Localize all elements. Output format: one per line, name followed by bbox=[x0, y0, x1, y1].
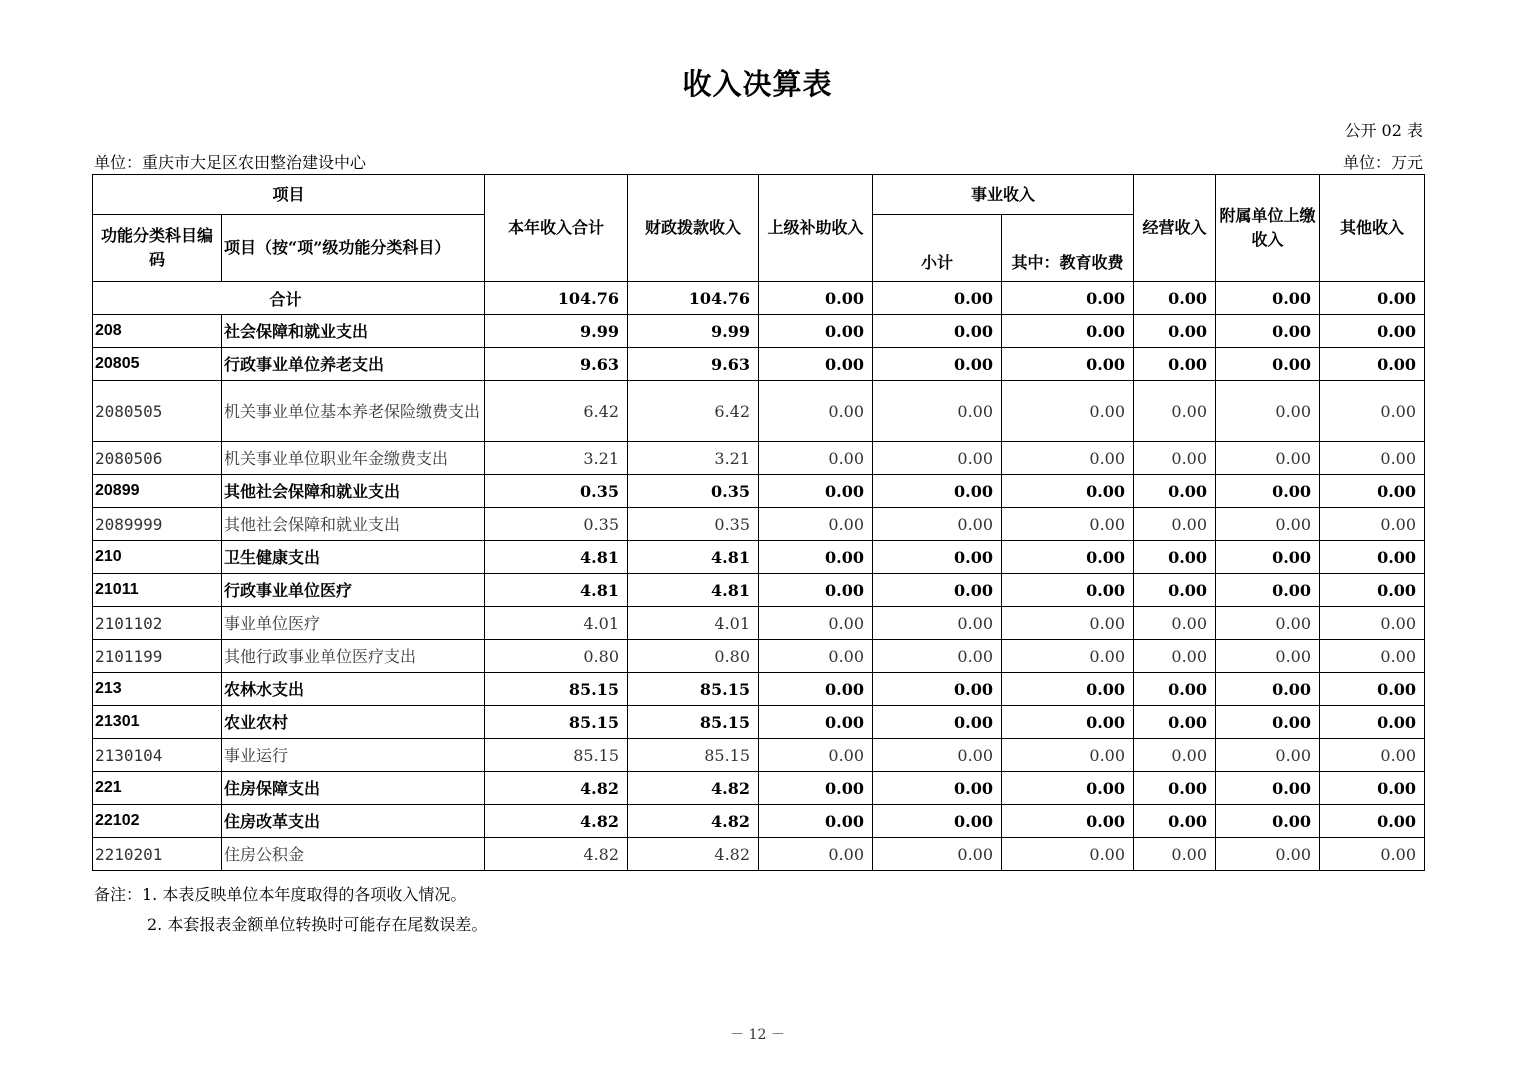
table-row bbox=[93, 640, 1425, 673]
row-code: 221 bbox=[93, 772, 222, 805]
total-value: 104.76 bbox=[628, 282, 759, 315]
row-code: 210 bbox=[93, 541, 222, 574]
row-value: 0.00 bbox=[1002, 706, 1134, 739]
row-value: 4.82 bbox=[485, 838, 628, 871]
header-business: 事业收入 bbox=[873, 175, 1134, 215]
total-value: 0.00 bbox=[1134, 282, 1216, 315]
header-func-code: 功能分类科目编码 bbox=[93, 215, 222, 282]
row-code: 22102 bbox=[93, 805, 222, 838]
row-value: 0.00 bbox=[1320, 508, 1425, 541]
table-row bbox=[93, 541, 1425, 574]
row-code: 21301 bbox=[93, 706, 222, 739]
row-value: 0.00 bbox=[1320, 673, 1425, 706]
row-value: 0.00 bbox=[1134, 706, 1216, 739]
row-name: 住房改革支出 bbox=[222, 805, 485, 838]
row-value: 0.00 bbox=[873, 442, 1002, 475]
table-row bbox=[93, 739, 1425, 772]
row-value: 0.00 bbox=[1216, 640, 1320, 673]
row-value: 0.80 bbox=[628, 640, 759, 673]
reporting-unit: 单位：重庆市大足区农田整治建设中心 bbox=[94, 153, 367, 172]
row-value: 0.00 bbox=[1002, 673, 1134, 706]
row-value: 0.00 bbox=[873, 838, 1002, 871]
row-value: 0.00 bbox=[1320, 315, 1425, 348]
row-value: 0.00 bbox=[1320, 838, 1425, 871]
row-value: 85.15 bbox=[628, 706, 759, 739]
table-row bbox=[93, 348, 1425, 381]
table-row bbox=[93, 706, 1425, 739]
row-value: 0.35 bbox=[628, 475, 759, 508]
row-value: 0.00 bbox=[1134, 772, 1216, 805]
header-affiliated: 附属单位上缴收入 bbox=[1216, 175, 1320, 282]
row-value: 0.00 bbox=[1320, 739, 1425, 772]
row-value: 0.00 bbox=[1216, 607, 1320, 640]
row-value: 4.82 bbox=[628, 772, 759, 805]
row-value: 9.63 bbox=[485, 348, 628, 381]
row-value: 0.00 bbox=[1216, 508, 1320, 541]
row-value: 0.00 bbox=[759, 348, 873, 381]
row-value: 0.35 bbox=[485, 508, 628, 541]
row-value: 0.00 bbox=[1134, 381, 1216, 442]
row-name: 住房公积金 bbox=[222, 838, 485, 871]
row-value: 0.00 bbox=[1216, 348, 1320, 381]
row-value: 0.00 bbox=[1134, 805, 1216, 838]
row-value: 0.00 bbox=[1216, 574, 1320, 607]
header-operating: 经营收入 bbox=[1134, 175, 1216, 282]
table-row bbox=[93, 508, 1425, 541]
form-number: 公开 02 表 bbox=[1344, 121, 1423, 140]
row-value: 0.00 bbox=[1134, 838, 1216, 871]
row-name: 住房保障支出 bbox=[222, 772, 485, 805]
row-value: 0.00 bbox=[1002, 640, 1134, 673]
row-code: 20805 bbox=[93, 348, 222, 381]
row-value: 9.63 bbox=[628, 348, 759, 381]
table-row bbox=[93, 772, 1425, 805]
row-code: 2101102 bbox=[93, 607, 222, 640]
row-value: 0.00 bbox=[1216, 442, 1320, 475]
row-value: 4.82 bbox=[485, 805, 628, 838]
row-value: 3.21 bbox=[628, 442, 759, 475]
row-value: 6.42 bbox=[485, 381, 628, 442]
row-value: 0.00 bbox=[1002, 475, 1134, 508]
total-value: 0.00 bbox=[1216, 282, 1320, 315]
row-value: 0.00 bbox=[873, 739, 1002, 772]
row-name: 农林水支出 bbox=[222, 673, 485, 706]
row-value: 0.00 bbox=[873, 541, 1002, 574]
table-row bbox=[93, 607, 1425, 640]
row-value: 0.00 bbox=[1002, 607, 1134, 640]
row-name: 农业农村 bbox=[222, 706, 485, 739]
row-value: 0.00 bbox=[1002, 508, 1134, 541]
row-value: 0.00 bbox=[1320, 574, 1425, 607]
row-value: 0.00 bbox=[1320, 772, 1425, 805]
total-value: 0.00 bbox=[759, 282, 873, 315]
row-value: 85.15 bbox=[628, 673, 759, 706]
row-value: 0.00 bbox=[873, 772, 1002, 805]
row-code: 2080505 bbox=[93, 381, 222, 442]
total-value: 0.00 bbox=[1320, 282, 1425, 315]
row-value: 9.99 bbox=[628, 315, 759, 348]
row-value: 4.82 bbox=[628, 805, 759, 838]
row-value: 0.00 bbox=[759, 772, 873, 805]
row-value: 0.80 bbox=[485, 640, 628, 673]
row-value: 0.00 bbox=[1216, 805, 1320, 838]
row-value: 0.00 bbox=[1320, 541, 1425, 574]
row-value: 0.00 bbox=[1216, 673, 1320, 706]
row-value: 0.00 bbox=[1134, 541, 1216, 574]
row-value: 0.00 bbox=[1216, 475, 1320, 508]
row-value: 0.00 bbox=[873, 315, 1002, 348]
page-number: － 12 － bbox=[730, 1027, 785, 1043]
row-value: 0.00 bbox=[873, 574, 1002, 607]
row-value: 4.81 bbox=[485, 541, 628, 574]
row-value: 0.00 bbox=[1002, 348, 1134, 381]
row-value: 0.00 bbox=[1134, 640, 1216, 673]
row-value: 0.00 bbox=[1216, 381, 1320, 442]
row-value: 0.00 bbox=[759, 607, 873, 640]
row-value: 0.00 bbox=[1320, 442, 1425, 475]
row-value: 0.00 bbox=[759, 739, 873, 772]
row-value: 0.00 bbox=[1216, 772, 1320, 805]
currency-unit: 单位：万元 bbox=[1342, 153, 1423, 172]
table-row bbox=[93, 805, 1425, 838]
row-name: 其他社会保障和就业支出 bbox=[222, 508, 485, 541]
row-value: 0.00 bbox=[1320, 706, 1425, 739]
table-row bbox=[93, 838, 1425, 871]
row-value: 0.35 bbox=[485, 475, 628, 508]
row-value: 85.15 bbox=[485, 673, 628, 706]
row-value: 0.00 bbox=[1216, 739, 1320, 772]
row-value: 0.00 bbox=[873, 508, 1002, 541]
row-code: 213 bbox=[93, 673, 222, 706]
total-value: 0.00 bbox=[873, 282, 1002, 315]
row-value: 0.00 bbox=[759, 805, 873, 838]
row-value: 0.00 bbox=[873, 348, 1002, 381]
row-name: 卫生健康支出 bbox=[222, 541, 485, 574]
row-value: 0.00 bbox=[1134, 442, 1216, 475]
row-code: 2210201 bbox=[93, 838, 222, 871]
row-value: 0.00 bbox=[1002, 772, 1134, 805]
row-value: 0.00 bbox=[1002, 739, 1134, 772]
row-name: 其他社会保障和就业支出 bbox=[222, 475, 485, 508]
header-fiscal: 财政拨款收入 bbox=[628, 175, 759, 282]
row-value: 4.82 bbox=[485, 772, 628, 805]
row-value: 0.00 bbox=[1320, 607, 1425, 640]
row-value: 0.00 bbox=[1002, 442, 1134, 475]
row-value: 0.00 bbox=[1216, 541, 1320, 574]
row-code: 2130104 bbox=[93, 739, 222, 772]
row-value: 4.81 bbox=[628, 541, 759, 574]
row-value: 0.00 bbox=[873, 640, 1002, 673]
row-value: 0.00 bbox=[1002, 574, 1134, 607]
row-name: 行政事业单位养老支出 bbox=[222, 348, 485, 381]
row-name: 事业运行 bbox=[222, 739, 485, 772]
row-value: 0.00 bbox=[1216, 706, 1320, 739]
header-superior: 上级补助收入 bbox=[759, 175, 873, 282]
row-value: 0.00 bbox=[759, 673, 873, 706]
row-value: 0.00 bbox=[873, 706, 1002, 739]
row-value: 0.35 bbox=[628, 508, 759, 541]
header-subtotal: 小计 bbox=[873, 215, 1002, 282]
row-value: 0.00 bbox=[1320, 805, 1425, 838]
row-value: 6.42 bbox=[628, 381, 759, 442]
table-row bbox=[93, 574, 1425, 607]
row-value: 0.00 bbox=[1002, 541, 1134, 574]
row-name: 机关事业单位职业年金缴费支出 bbox=[222, 442, 485, 475]
row-value: 0.00 bbox=[1134, 508, 1216, 541]
row-value: 0.00 bbox=[1134, 475, 1216, 508]
row-value: 0.00 bbox=[1002, 838, 1134, 871]
row-value: 0.00 bbox=[759, 381, 873, 442]
row-value: 0.00 bbox=[873, 607, 1002, 640]
note-1: 备注：1. 本表反映单位本年度取得的各项收入情况。 bbox=[94, 885, 467, 904]
row-value: 0.00 bbox=[1320, 381, 1425, 442]
table-row bbox=[93, 315, 1425, 348]
row-value: 0.00 bbox=[1002, 315, 1134, 348]
row-value: 0.00 bbox=[873, 673, 1002, 706]
total-value: 104.76 bbox=[485, 282, 628, 315]
table-row bbox=[93, 442, 1425, 475]
row-value: 0.00 bbox=[759, 574, 873, 607]
row-value: 0.00 bbox=[1216, 315, 1320, 348]
row-value: 0.00 bbox=[873, 805, 1002, 838]
total-label: 合计 bbox=[93, 282, 485, 315]
page-title: 收入决算表 bbox=[682, 67, 833, 101]
header-project: 项目 bbox=[93, 175, 485, 215]
table-row bbox=[93, 475, 1425, 508]
row-name: 社会保障和就业支出 bbox=[222, 315, 485, 348]
row-name: 行政事业单位医疗 bbox=[222, 574, 485, 607]
income-table bbox=[92, 174, 1425, 871]
row-value: 0.00 bbox=[1320, 475, 1425, 508]
row-value: 0.00 bbox=[759, 640, 873, 673]
row-name: 其他行政事业单位医疗支出 bbox=[222, 640, 485, 673]
notes bbox=[94, 880, 487, 940]
row-value: 0.00 bbox=[1216, 838, 1320, 871]
row-code: 2101199 bbox=[93, 640, 222, 673]
row-value: 0.00 bbox=[759, 315, 873, 348]
row-value: 0.00 bbox=[1134, 673, 1216, 706]
row-value: 0.00 bbox=[1320, 348, 1425, 381]
row-code: 2080506 bbox=[93, 442, 222, 475]
row-value: 0.00 bbox=[1134, 348, 1216, 381]
table-row bbox=[93, 673, 1425, 706]
row-code: 208 bbox=[93, 315, 222, 348]
row-value: 0.00 bbox=[759, 442, 873, 475]
row-code: 2089999 bbox=[93, 508, 222, 541]
total-value: 0.00 bbox=[1002, 282, 1134, 315]
row-value: 0.00 bbox=[873, 381, 1002, 442]
row-value: 0.00 bbox=[759, 838, 873, 871]
table-row-total bbox=[93, 282, 1425, 315]
row-value: 0.00 bbox=[759, 541, 873, 574]
row-value: 0.00 bbox=[759, 706, 873, 739]
row-value: 85.15 bbox=[628, 739, 759, 772]
header-total-income: 本年收入合计 bbox=[485, 175, 628, 282]
table-body bbox=[93, 282, 1425, 871]
row-value: 4.81 bbox=[628, 574, 759, 607]
row-value: 0.00 bbox=[1320, 640, 1425, 673]
row-value: 0.00 bbox=[1134, 315, 1216, 348]
row-value: 4.82 bbox=[628, 838, 759, 871]
note-2: 2. 本套报表金额单位转换时可能存在尾数误差。 bbox=[147, 915, 488, 934]
table-row bbox=[93, 381, 1425, 442]
row-value: 0.00 bbox=[759, 508, 873, 541]
row-value: 0.00 bbox=[1002, 805, 1134, 838]
row-value: 0.00 bbox=[759, 475, 873, 508]
row-code: 20899 bbox=[93, 475, 222, 508]
row-name: 事业单位医疗 bbox=[222, 607, 485, 640]
row-value: 0.00 bbox=[1134, 739, 1216, 772]
row-value: 0.00 bbox=[1134, 574, 1216, 607]
row-value: 9.99 bbox=[485, 315, 628, 348]
row-code: 21011 bbox=[93, 574, 222, 607]
row-value: 85.15 bbox=[485, 706, 628, 739]
row-name: 机关事业单位基本养老保险缴费支出 bbox=[222, 381, 485, 442]
row-value: 0.00 bbox=[1134, 607, 1216, 640]
row-value: 0.00 bbox=[1002, 381, 1134, 442]
header-other: 其他收入 bbox=[1320, 175, 1425, 282]
row-value: 0.00 bbox=[873, 475, 1002, 508]
row-value: 4.01 bbox=[628, 607, 759, 640]
row-value: 3.21 bbox=[485, 442, 628, 475]
row-value: 4.01 bbox=[485, 607, 628, 640]
row-value: 85.15 bbox=[485, 739, 628, 772]
row-value: 4.81 bbox=[485, 574, 628, 607]
header-edu-fee: 其中：教育收费 bbox=[1002, 215, 1134, 282]
header-project-name: 项目（按“项”级功能分类科目） bbox=[222, 215, 485, 282]
